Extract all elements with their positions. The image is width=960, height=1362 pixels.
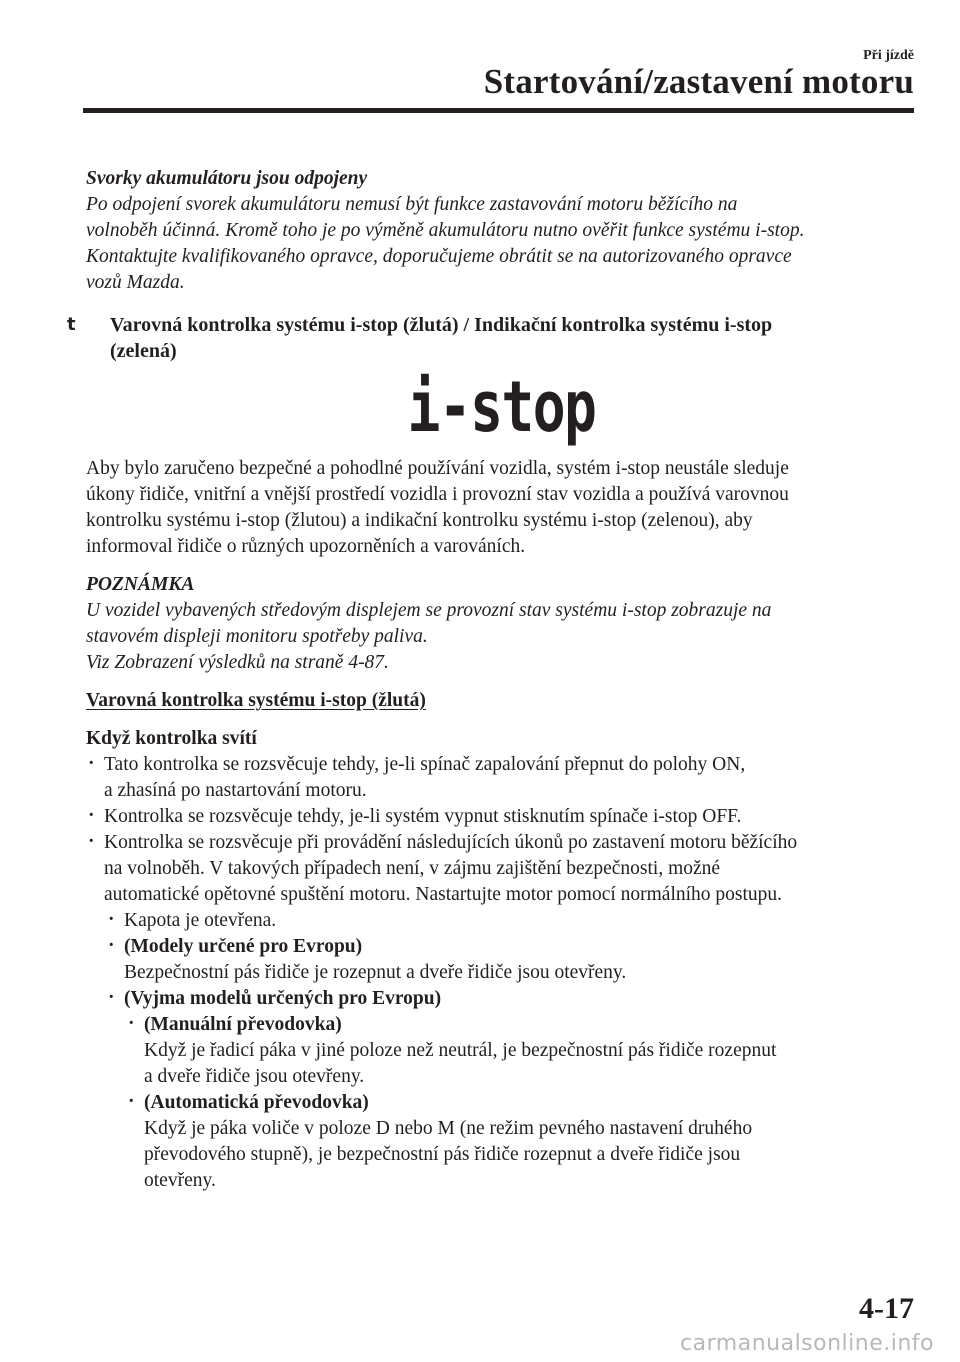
transmission-bullet-list [126,1012,916,1194]
sub-bullet-list [106,908,916,1012]
battery-paragraph [86,166,916,296]
list-item-line: Bezpečnostní pás řidiče je rozepnut a dveře řidiče jsou otevřeny. [124,962,627,983]
battery-line: vozů Mazda. [86,272,185,293]
list-item-line: a zhasíná po nastartování motoru. [104,780,367,801]
list-item-label: · (Modely určené pro Evropu) [124,936,363,957]
list-item [106,934,916,986]
list-item-line: · Tato kontrolka se rozsvěcuje tehdy, je-li spínač zapalování přepnut do polohy ON, [104,754,746,775]
eu-models-label: Modely určené pro Evropu [130,936,356,957]
non-eu-models-label: Vyjma modelů určených pro Evropu [130,988,435,1009]
intro-paragraph [86,456,916,560]
section-heading-line: Varovná kontrolka systému i-stop (žlutá) / Indikační kontrolka systému i-stop [110,314,773,336]
list-item-label: · (Vyjma modelů určených pro Evropu) [124,988,442,1009]
list-item [106,908,916,934]
intro-line: informoval řidiče o různých upozorněních a varováních. [86,536,526,557]
list-item-line: otevřeny. [144,1170,216,1191]
list-item [126,1090,916,1194]
list-item-line: Když je páka voliče v poloze D nebo M (ne režim pevného nastavení druhého [144,1118,753,1139]
watermark: carmanualsonline.info [680,1331,934,1356]
page-title: Startování/zastavení motoru [483,62,914,101]
note-line: U vozidel vybavených středovým displejem se provozní stav systému i-stop zobrazuje na [86,600,772,621]
istop-logo-container [86,368,916,446]
list-item-line: · Kontrolka se rozsvěcuje při provádění následujících úkonů po zastavení motoru běžícího [104,832,798,853]
note-label: POZNÁMKA [86,574,195,595]
battery-line: Kontaktujte kvalifikovaného opravce, doporučujeme obrátit se na autorizovaného opravce [86,246,792,267]
header-section-label: Při jízdě [863,48,914,63]
section-heading-line: (zelená) [110,340,177,362]
battery-heading: Svorky akumulátoru jsou odpojeny [86,168,368,189]
battery-line: Po odpojení svorek akumulátoru nemusí být funkce zastavování motoru běžícího na [86,194,738,215]
section-heading [67,312,916,364]
list-item [86,804,916,830]
list-item-line: převodového stupně), je bezpečnostní pás řidiče rozepnut a dveře řidiče jsou [144,1144,741,1165]
page-number: 4-17 [859,1292,914,1325]
list-item [126,1012,916,1090]
list-item-line: Když je řadicí páka v jiné poloze než neutrál, je bezpečnostní pás řidiče rozepnut [144,1040,777,1061]
list-item-line: · Kapota je otevřena. [124,910,277,931]
istop-logo-icon: i-stop [407,366,595,448]
battery-line: volnoběh účinná. Kromě toho je po výměně akumulátoru nutno ověřit funkce systému i-stop. [86,220,805,241]
main-bullet-list [86,752,916,908]
list-item [86,752,916,804]
note-line: Viz Zobrazení výsledků na straně 4-87. [86,652,389,673]
list-item-label: · (Automatická převodovka) [144,1092,369,1113]
list-item-line: na volnoběh. V takových případech není, v zájmu zajištění bezpečnosti, možné [104,858,721,879]
list-item-label: · (Manuální převodovka) [144,1014,342,1035]
header-divider [83,108,914,113]
subheading: Varovná kontrolka systému i-stop (žlutá) [86,690,426,711]
note-block [86,572,916,676]
manual-transmission-label: Manuální převodovka [150,1014,336,1035]
page-content [67,166,916,1194]
automatic-transmission-label: Automatická převodovka [150,1092,363,1113]
list-item-line: · Kontrolka se rozsvěcuje tehdy, je-li systém vypnut stisknutím spínače i-stop OFF. [104,806,742,827]
list-item [106,986,916,1012]
section-marker-icon: t [67,314,76,335]
intro-line: Aby bylo zaručeno bezpečné a pohodlné používání vozidla, systém i-stop neustále sleduje [86,458,789,479]
list-item-line: automatické opětovné spuštění motoru. Nastartujte motor pomocí normálního postupu. [104,884,783,905]
note-line: stavovém displeji monitoru spotřeby paliva. [86,626,428,647]
when-on-heading: Když kontrolka svítí [86,728,257,749]
list-item-line: a dveře řidiče jsou otevřeny. [144,1066,365,1087]
intro-line: kontrolku systému i-stop (žlutou) a indikační kontrolku systému i-stop (zelenou), aby [86,510,753,531]
intro-line: úkony řidiče, vnitřní a vnější prostředí vozidla i provozní stav vozidla a používá varovnou [86,484,789,505]
list-item [86,830,916,908]
